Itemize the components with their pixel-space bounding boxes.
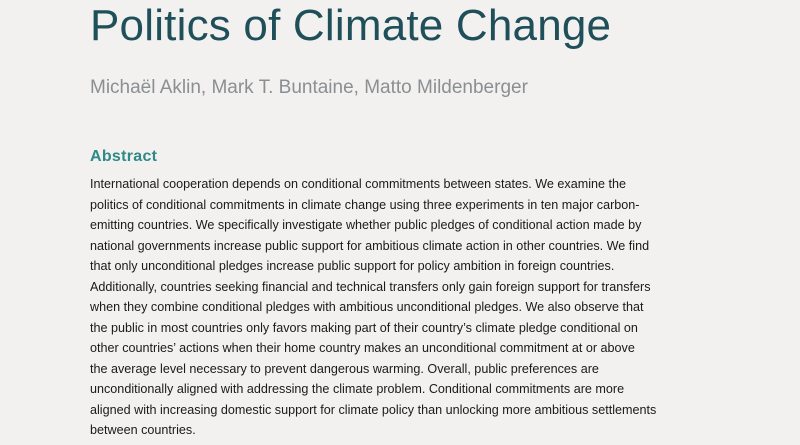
abstract-line: that only unconditional pledges increase public support for policy ambition in foreign countries. — [90, 259, 615, 273]
abstract-line: politics of conditional commitments in climate change using three experiments in ten major carbon- — [90, 197, 640, 212]
abstract-line: between countries. — [90, 423, 196, 437]
abstract-line: national governments increase public support for ambitious climate action in other countries. We find — [90, 238, 650, 253]
abstract-line: International cooperation depends on conditional commitments between states. We examine the — [90, 177, 627, 191]
abstract-text — [90, 174, 790, 441]
abstract-line: when they combine conditional pledges with ambitious unconditional pledges. We also observe that — [90, 300, 644, 314]
abstract-line: aligned with increasing domestic support for climate policy than unlocking more ambitious settlements — [90, 402, 657, 417]
abstract-line: the public in most countries only favors making part of their country’s climate pledge conditional on — [90, 320, 638, 335]
abstract-heading: Abstract — [90, 148, 158, 165]
abstract-line: the average level necessary to prevent dangerous warming. Overall, public preferences are — [90, 361, 599, 376]
abstract-line: unconditionally aligned with addressing the climate problem. Conditional commitments are more — [90, 382, 625, 396]
abstract-line: emitting countries. We specifically investigate whether public pledges of conditional action made by — [90, 218, 642, 232]
abstract-line: Additionally, countries seeking financial and technical transfers only gain foreign support for transfers — [90, 279, 651, 294]
abstract-line: other countries’ actions when their home country makes an unconditional commitment at or above — [90, 341, 635, 355]
paper-title: Politics of Climate Change — [90, 1, 612, 50]
author-list: Michaël Aklin, Mark T. Buntaine, Matto Mildenberger — [90, 77, 528, 98]
